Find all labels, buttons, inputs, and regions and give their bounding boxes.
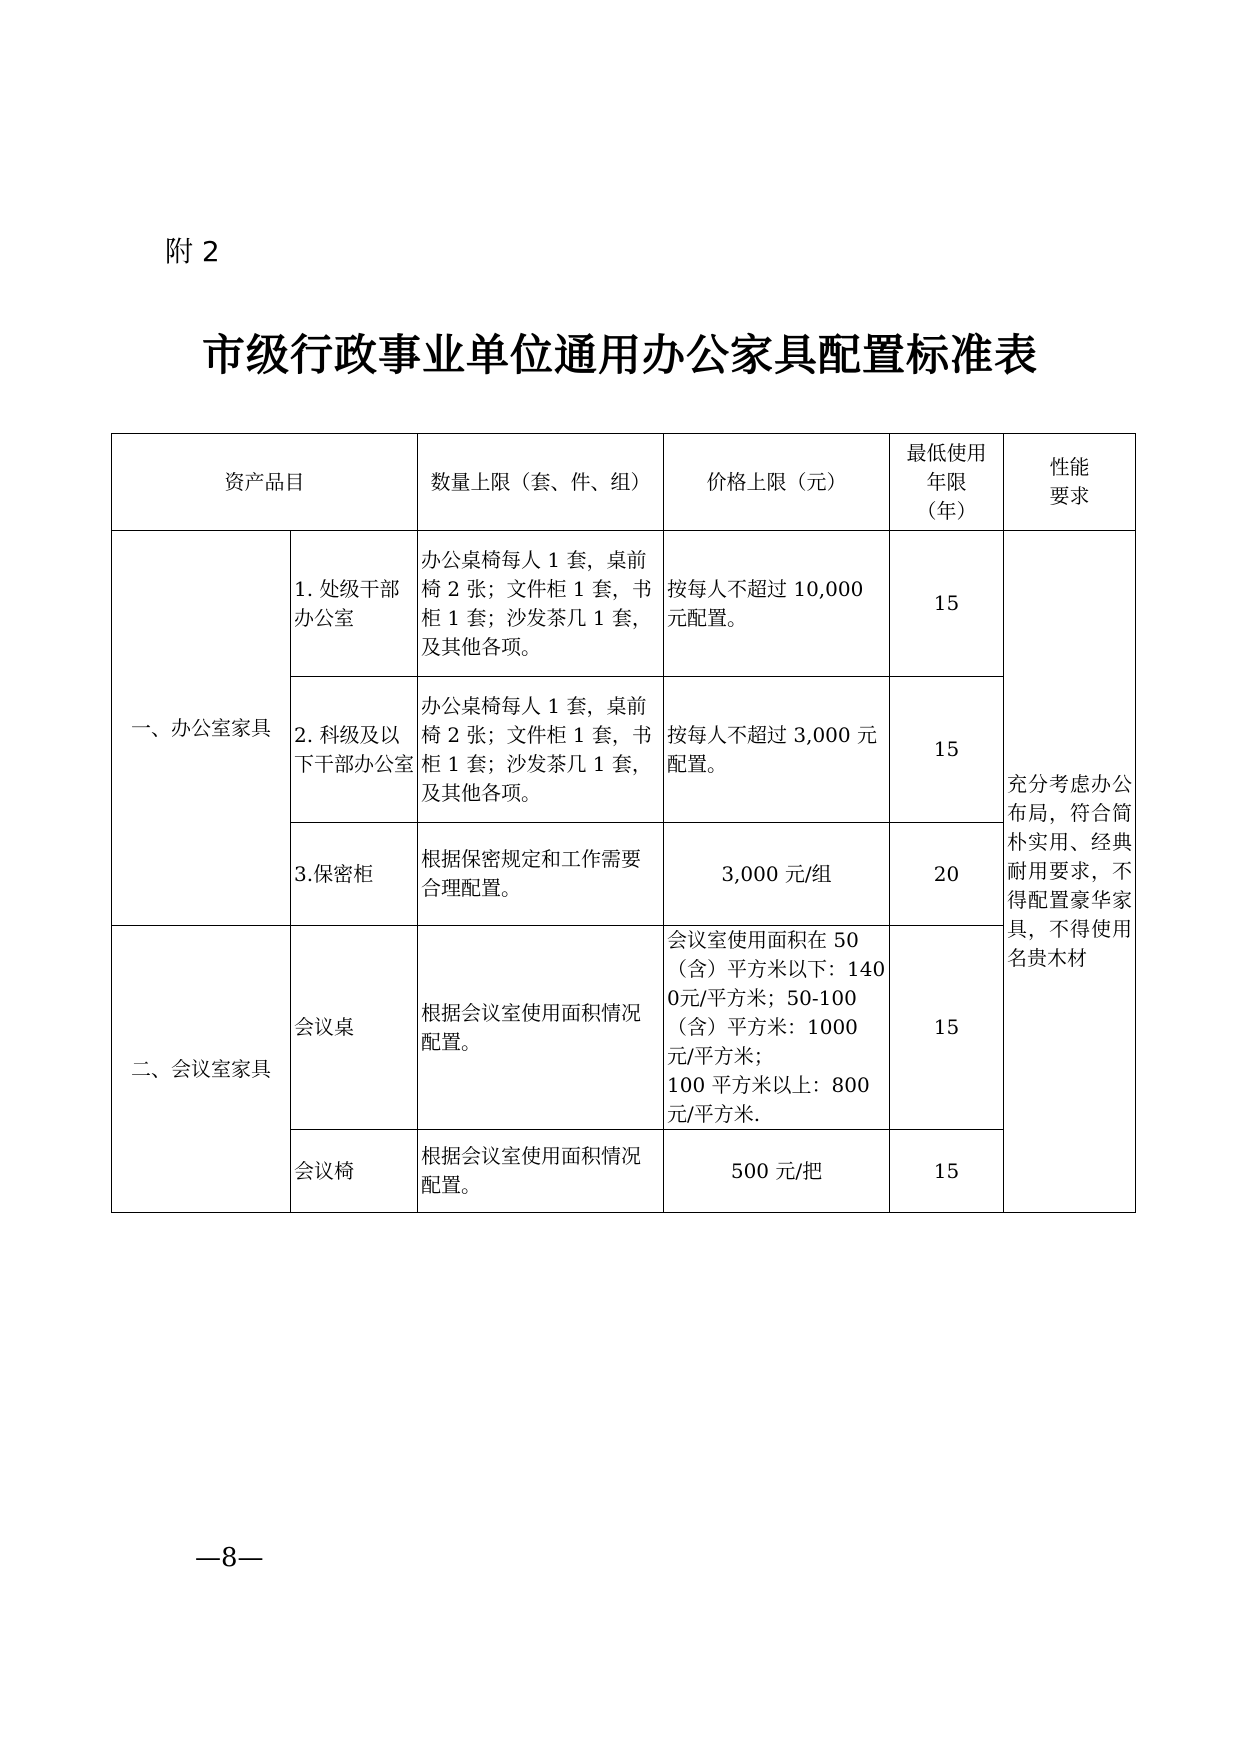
table-row xyxy=(112,926,1136,1130)
performance-requirement: 充分考虑办公布局，符合简朴实用、经典耐用要求，不得配置豪华家具，不得使用名贵木材 xyxy=(1004,531,1136,1213)
document-title: 市级行政事业单位通用办公家具配置标准表 xyxy=(202,331,1038,381)
page-number: —8— xyxy=(195,1543,264,1573)
price-cell: 3,000 元/组 xyxy=(664,823,890,926)
category-meeting: 二、会议室家具 xyxy=(112,926,291,1213)
header-price: 价格上限（元） xyxy=(664,434,890,531)
header-item: 资产品目 xyxy=(112,434,418,531)
years-cell: 15 xyxy=(890,531,1004,677)
price-cell: 按每人不超过 10,000 元配置。 xyxy=(664,531,890,677)
quantity-cell: 办公桌椅每人 1 套，桌前椅 2 张；文件柜 1 套，书柜 1 套；沙发茶几 1 套，及其他各项。 xyxy=(418,677,664,823)
header-years: 最低使用年限（年） xyxy=(890,434,1004,531)
price-cell: 500 元/把 xyxy=(664,1130,890,1213)
header-quantity: 数量上限（套、件、组） xyxy=(418,434,664,531)
years-cell: 15 xyxy=(890,677,1004,823)
sub-item: 1. 处级干部办公室 xyxy=(291,531,418,677)
furniture-standard-table xyxy=(111,433,1136,1213)
sub-item: 2. 科级及以下干部办公室 xyxy=(291,677,418,823)
header-performance: 性能要求 xyxy=(1004,434,1136,531)
years-cell: 20 xyxy=(890,823,1004,926)
price-cell xyxy=(664,926,890,1130)
quantity-cell: 根据会议室使用面积情况配置。 xyxy=(418,926,664,1130)
price-line: 100 平方米以上：800 元/平方米. xyxy=(667,1073,870,1126)
category-office: 一、办公室家具 xyxy=(112,531,291,926)
sub-item: 3.保密柜 xyxy=(291,823,418,926)
quantity-cell: 根据会议室使用面积情况配置。 xyxy=(418,1130,664,1213)
years-cell: 15 xyxy=(890,1130,1004,1213)
price-cell: 按每人不超过 3,000 元配置。 xyxy=(664,677,890,823)
years-cell: 15 xyxy=(890,926,1004,1130)
quantity-cell: 根据保密规定和工作需要合理配置。 xyxy=(418,823,664,926)
attachment-label: 附 2 xyxy=(165,235,220,268)
table-row xyxy=(112,531,1136,677)
price-line: 会议室使用面积在 50（含）平方米以下：1400元/平方米；50-100（含）平方米：1000 元/平方米； xyxy=(667,928,886,1068)
table-header-row xyxy=(112,434,1136,531)
sub-item: 会议桌 xyxy=(291,926,418,1130)
sub-item: 会议椅 xyxy=(291,1130,418,1213)
quantity-cell: 办公桌椅每人 1 套，桌前椅 2 张；文件柜 1 套，书柜 1 套；沙发茶几 1 套，及其他各项。 xyxy=(418,531,664,677)
